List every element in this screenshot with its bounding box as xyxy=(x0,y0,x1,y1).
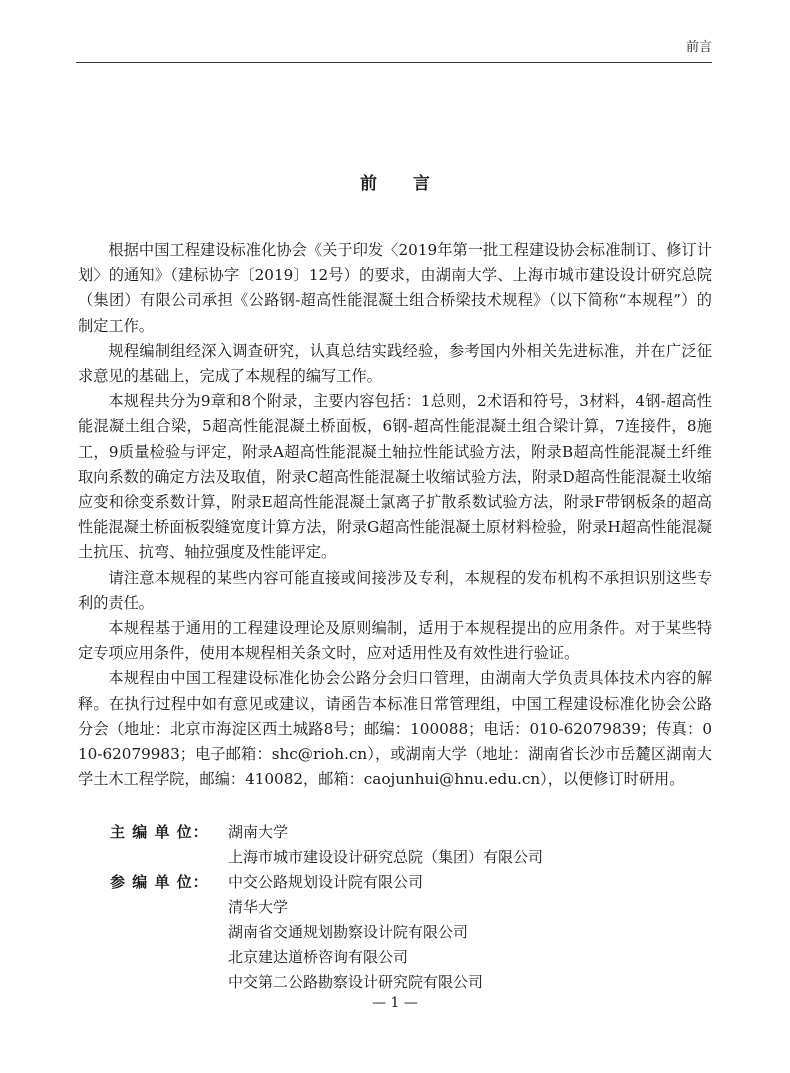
chief-units-label: 主 编 单 位： xyxy=(110,823,209,841)
paragraph-background: 根据中国工程建设标准化协会《关于印发〈2019年第一批工程建设协会标准制订、修订计划〉的通知》（建标协字〔2019〕12号）的要求，由湖南大学、上海市城市建设设计研究总院（集团）有限公司承担《公路钢-超高性能混凝土组合桥梁技术规程》（以下简称“本规程”）的制定工作。 xyxy=(78,241,712,335)
preface-body xyxy=(78,238,712,792)
page-title: 前言 xyxy=(360,174,466,194)
participating-units xyxy=(110,870,712,995)
header-rule xyxy=(76,62,712,63)
page-number: — 1 — xyxy=(372,995,418,1011)
participating-units-list xyxy=(228,870,712,995)
paragraph-contents: 本规程共分为9章和8个附录，主要内容包括：1总则，2术语和符号，3材料，4钢-超高性能混凝土组合梁，5超高性能混凝土桥面板，6钢-超高性能混凝土组合梁计算，7连接件，8施工，9质量检验与评定，附录A超高性能混凝土轴拉性能试验方法，附录B超高性能混凝土纤维取向系数的确定方法及取值，附录C超高性能混凝土收缩试验方法，附录D超高性能混凝土收缩应变和徐变系数计算，附录E超高性能混凝土氯离子扩散系数试验方法，附录F带钢板条的超高性能混凝土桥面板裂缝宽度计算方法，附录G超高性能混凝土原材料检验，附录H超高性能混凝土抗压、抗弯、轴拉强度及性能评定。 xyxy=(78,392,712,562)
participating-unit-item: 北京建达道桥咨询有限公司 xyxy=(228,948,409,966)
paragraph-patent-notice: 请注意本规程的某些内容可能直接或间接涉及专利，本规程的发布机构不承担识别这些专利的责任。 xyxy=(78,568,712,612)
chief-units xyxy=(110,820,712,870)
paragraph-compilation: 规程编制组经深入调查研究，认真总结实践经验，参考国内外相关先进标准，并在广泛征求意见的基础上，完成了本规程的编写工作。 xyxy=(78,341,712,386)
paragraph-management: 本规程由中国工程建设标准化协会公路分会归口管理，由湖南大学负责具体技术内容的解释。在执行过程中如有意见或建议，请函告本标准日常管理组，中国工程建设标准化协会公路分会（地址：北京市海淀区西土城路8号；邮编：100088；电话：010-62079839；传真：010-62079983；电子邮箱：shc@rioh.cn），或湖南大学（地址：湖南省长沙市岳麓区湖南大学土木工程学院，邮编：410082，邮箱：caojunhui@hnu.edu.cn），以便修订时研用。 xyxy=(78,669,712,789)
organization-list xyxy=(110,820,712,995)
chief-units-list xyxy=(228,820,712,870)
participating-unit-item: 中交公路规划设计院有限公司 xyxy=(228,873,424,891)
chief-unit-item: 上海市城市建设设计研究总院（集团）有限公司 xyxy=(228,848,544,866)
paragraph-applicability: 本规程基于通用的工程建设理论及原则编制，适用于本规程提出的应用条件。对于某些特定专项应用条件，使用本规程相关条文时，应对适用性及有效性进行验证。 xyxy=(78,619,712,663)
participating-unit-item: 清华大学 xyxy=(228,898,289,916)
participating-unit-item: 中交第二公路勘察设计研究院有限公司 xyxy=(228,973,484,991)
participating-unit-item: 湖南省交通规划勘察设计院有限公司 xyxy=(228,923,469,941)
participating-units-label: 参 编 单 位： xyxy=(110,873,209,891)
running-header: 前言 xyxy=(685,40,712,55)
chief-unit-item: 湖南大学 xyxy=(228,823,289,841)
